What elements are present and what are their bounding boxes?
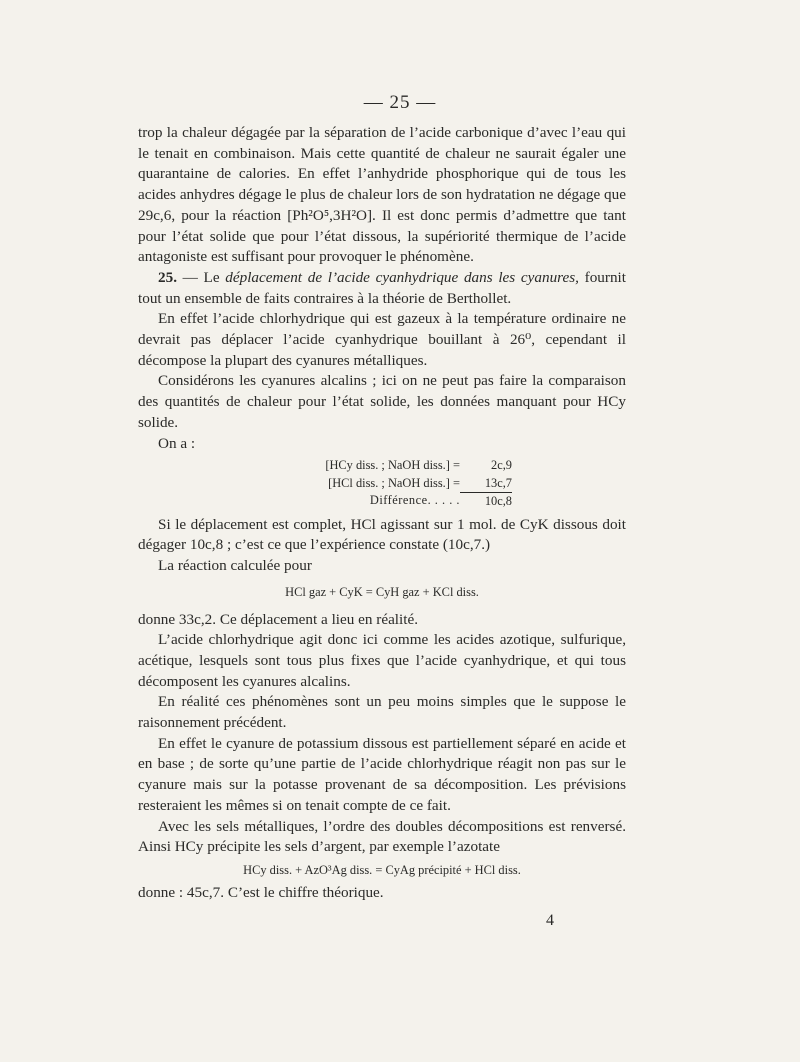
paragraph-5: On a :	[158, 434, 196, 452]
page-number: — 25 —	[363, 92, 437, 113]
paragraph-4: Considérons les cyanures alcalins ; ici on ne peut pas faire la comparaison des quantités de chaleur pour l’état solide, les données manquant pour HCy solide.	[138, 372, 626, 431]
page-body	[138, 123, 626, 903]
equation-row	[138, 475, 626, 493]
equation-lhs: [HCl diss. ; NaOH diss.] =	[328, 475, 460, 490]
section-dash: — Le	[176, 268, 226, 286]
paragraph-3: En effet l’acide chlorhydrique qui est gazeux à la température ordinaire ne devrait pas déplacer l’acide cyanhydrique bouillant à 26⁰, cependant il décompose la plupart des cyanures métalliques.	[138, 310, 626, 369]
paragraph-8: donne 33c,2. Ce déplacement a lieu en réalité.	[138, 610, 419, 628]
equation-lhs: [HCy diss. ; NaOH diss.] =	[325, 458, 460, 473]
reaction-equation-2: HCy diss. + AzO³Ag diss. = CyAg précipité + HCl diss.	[243, 863, 521, 877]
equation-row	[138, 457, 626, 475]
section-title: déplacement de l’acide cyanhydrique dans les cyanures,	[225, 268, 579, 286]
paragraph-7: La réaction calculée pour	[158, 557, 312, 575]
section-25-paragraph	[138, 268, 626, 309]
paragraph-9: L’acide chlorhydrique agit donc ici comme les acides azotique, sulfurique, acétique, lesquels sont tous plus fixes que l’acide cyanhydrique, et qui tous décomposent les cyanures alcalins.	[138, 631, 626, 690]
paragraph-11: En effet le cyanure de potassium dissous est partiellement séparé en acide et en base ; de sorte qu’une partie de l’acide chlorhydrique réagit non pas sur le cyanure mais sur la potasse provenant de sa décomposition. Les prévisions resteraient les mêmes si on tenait compte de ce fait.	[138, 734, 626, 814]
reaction-equation-1: HCl gaz + CyK = CyH gaz + KCl diss.	[285, 584, 479, 599]
equation-value: 13c,7	[484, 475, 512, 490]
paragraph-13: donne : 45c,7. C’est le chiffre théorique.	[138, 883, 384, 901]
paragraph-12: Avec les sels métalliques, l’ordre des doubles décompositions est renversé. Ainsi HCy précipite les sels d’argent, par exemple l’azotate	[138, 817, 626, 856]
paragraph-10: En réalité ces phénomènes sont un peu moins simples que le suppose le raisonnement précédent.	[138, 693, 626, 732]
section-number: 25.	[158, 268, 177, 286]
equation-value: 10c,8	[460, 492, 512, 511]
paragraph-6: Si le déplacement est complet, HCl agissant sur 1 mol. de CyK dissous doit dégager 10c,8 ; c’est ce que l’expérience constate (10c,7.)	[138, 515, 626, 554]
section-text: fournit tout un ensemble de faits contraires à la théorie de Berthollet.	[138, 268, 626, 307]
equation-value: 2c,9	[491, 458, 512, 473]
thermal-equations	[138, 457, 626, 511]
equation-difference-row	[138, 492, 626, 511]
signature-mark: 4	[546, 912, 554, 929]
paragraph-1: trop la chaleur dégagée par la séparation de l’acide carbonique d’avec l’eau qui le tenait en combinaison. Mais cette quantité de chaleur ne saurait égaler une quarantaine de calories. En effet l’anhydride phosphorique qui de tous les acides anhydres dégage le plus de chaleur lors de son hydratation ne dégage que 29c,6, pour la réaction [Ph²O⁵,3H²O]. Il est donc permis d’admettre que tant pour l’état solide que pour l’état dissous, la supériorité thermique de l’acide antagoniste est suffisant pour provoquer le phénomène.	[138, 124, 626, 266]
equation-lhs: Différence. . . . .	[369, 493, 460, 508]
